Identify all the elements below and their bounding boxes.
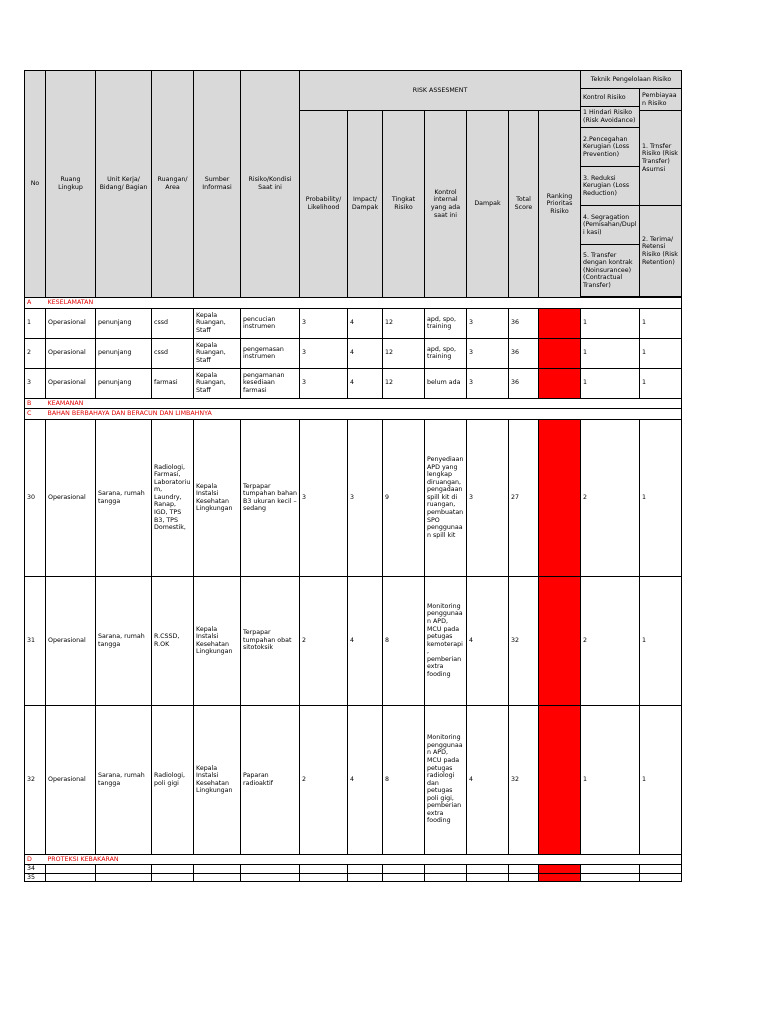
risk-assesment-header: RISK ASSESMENT [300,71,581,111]
col-header-risiko: Risiko/Kondisi Saat ini [241,71,300,298]
cell-probability: 3 [300,308,348,338]
cell-dampak: 4 [467,576,509,705]
cell-kontrol-risiko: 1 [581,308,640,338]
cell-pembiayaan: 1 [640,308,682,338]
cell-kontrol: Monitoring penggunaan APD, MCU pada petugas radiologi dan petugas poli gigi, pemberian extra fooding [425,705,467,854]
table-row [25,308,682,338]
table-row [25,419,682,576]
cell-sumber: Kepala Ruangan, Staff [194,308,241,338]
cell-unit: penunjang [96,308,152,338]
cell-kontrol-risiko: 1 [581,705,640,854]
pembiayaan-risiko-option-1: 1. Trnsfer Risiko (Risk Transfer) Asurnsi [640,111,682,206]
cell-empty [509,865,539,874]
col-header-impact: Impact/ Dampak [348,111,383,298]
pembiayaan-risiko-header: Pembiayaan Risiko [640,89,682,111]
cell-ranking-red [539,308,581,338]
cell-unit: Sarana, rumah tangga [96,576,152,705]
col-header-sumber-informasi: Sumber Informasi [194,71,241,298]
col-header-dampak: Dampak [467,111,509,298]
cell-empty [152,865,194,874]
cell-empty [46,873,96,882]
cell-lingkup: Operasional [46,308,96,338]
cell-no: 34 [25,865,46,874]
col-header-kontrol-internal: Kontrol internal yang ada saat ini [425,111,467,298]
cell-sumber: Kepala Ruangan, Staff [194,368,241,398]
cell-empty [581,865,640,874]
cell-ruangan: cssd [152,308,194,338]
cell-empty [467,865,509,874]
cell-probability: 3 [300,419,348,576]
cell-ranking-red [539,576,581,705]
section-title: KESELAMATAN [46,298,682,309]
cell-kontrol: Penyediaan APD yang lengkap diruangan, pengadaan spill kit di ruangan, pembuatan SPO penggunaan spill kit [425,419,467,576]
cell-risiko: Paparan radioaktif [241,705,300,854]
cell-empty [425,873,467,882]
cell-empty [640,873,682,882]
cell-sumber: Kepala Instalsi Kesehatan Lingkungan [194,576,241,705]
cell-tingkat: 8 [383,576,425,705]
cell-dampak: 3 [467,308,509,338]
table-row [25,865,682,874]
cell-ranking-red [539,368,581,398]
cell-impact: 4 [348,576,383,705]
cell-ruangan: Radiologi, Farmasi, Laboratoriu m, Laundry, Ranap, IGD, TPS B3, TPS Domestik, [152,419,194,576]
section-row-b [25,398,682,409]
cell-lingkup: Operasional [46,705,96,854]
cell-impact: 4 [348,705,383,854]
cell-tingkat: 12 [383,308,425,338]
cell-empty [96,865,152,874]
pembiayaan-risiko-option-2: 2. Terima/ Retensi Risiko (Risk Retention) [640,206,682,297]
cell-empty [348,865,383,874]
cell-no: 1 [25,308,46,338]
cell-impact: 3 [348,419,383,576]
kontrol-risiko-option-2: 2.Pencegahan Kerugian (Loss Prevention) [581,128,640,167]
risk-register-table [24,70,682,882]
table-row [25,338,682,368]
cell-dampak: 3 [467,419,509,576]
cell-empty [383,865,425,874]
cell-empty [152,873,194,882]
cell-ranking-red [539,338,581,368]
cell-sumber: Kepala Ruangan, Staff [194,338,241,368]
col-header-ruang-lingkup: Ruang Lingkup [46,71,96,298]
cell-lingkup: Operasional [46,576,96,705]
cell-unit: Sarana, rumah tangga [96,419,152,576]
cell-no: 2 [25,338,46,368]
col-header-ruangan: Ruangan/ Area [152,71,194,298]
cell-empty [300,865,348,874]
section-title: BAHAN BERBAHAYA DAN BERACUN DAN LIMBAHNYA [46,409,682,420]
cell-empty [581,873,640,882]
section-row-d [25,854,682,865]
cell-ranking-red [539,705,581,854]
section-letter: A [25,298,46,309]
cell-total: 36 [509,368,539,398]
col-header-ranking: Ranking Prioritas Risiko [539,111,581,298]
cell-dampak: 3 [467,368,509,398]
kontrol-risiko-option-3: 3. Reduksi Kerugian (Loss Reduction) [581,167,640,206]
cell-total: 32 [509,705,539,854]
cell-ruangan: cssd [152,338,194,368]
cell-unit: Sarana, rumah tangga [96,705,152,854]
cell-tingkat: 12 [383,368,425,398]
cell-pembiayaan: 1 [640,419,682,576]
table-row [25,368,682,398]
cell-kontrol-risiko: 2 [581,576,640,705]
cell-probability: 3 [300,368,348,398]
cell-risiko: Terpapar tumpahan bahan B3 ukuran kecil – sedang [241,419,300,576]
cell-total: 27 [509,419,539,576]
cell-empty [467,873,509,882]
cell-no: 30 [25,419,46,576]
cell-empty [300,873,348,882]
kontrol-risiko-option-1: 1 Hindari Risiko (Risk Avoidance) [581,107,640,128]
cell-lingkup: Operasional [46,419,96,576]
cell-pembiayaan: 1 [640,338,682,368]
col-header-tingkat-risiko: Tingkat Risiko [383,111,425,298]
cell-ranking-red [539,865,581,874]
kontrol-risiko-option-4: 4. Segragation (Pemisahan/Dupli kasi) [581,206,640,245]
cell-impact: 4 [348,368,383,398]
section-row-c [25,409,682,420]
cell-no: 35 [25,873,46,882]
cell-empty [194,865,241,874]
cell-ranking-red [539,873,581,882]
cell-kontrol-risiko: 1 [581,368,640,398]
kontrol-risiko-option-5: 5. Transfer dengan kontrak (Noinsurancee) (Contractual Transfer) [581,245,640,297]
cell-risiko: pencucian instrumen [241,308,300,338]
teknik-pengelolaan-header: Teknik Pengelolaan Risiko [581,71,682,89]
cell-kontrol-risiko: 2 [581,419,640,576]
cell-kontrol: Monitoring penggunaan APD, MCU pada petugas kemoterapi, pemberian extra fooding [425,576,467,705]
section-letter: C [25,409,46,420]
cell-empty [509,873,539,882]
cell-tingkat: 8 [383,705,425,854]
cell-total: 36 [509,308,539,338]
cell-ruangan: farmasi [152,368,194,398]
cell-probability: 2 [300,705,348,854]
cell-kontrol: belum ada [425,368,467,398]
cell-empty [96,873,152,882]
cell-empty [46,865,96,874]
kontrol-risiko-header: Kontrol Risiko [581,89,640,107]
col-header-no: No [25,71,46,298]
cell-kontrol-risiko: 1 [581,338,640,368]
table-row [25,576,682,705]
cell-dampak: 4 [467,705,509,854]
cell-pembiayaan: 1 [640,576,682,705]
cell-risiko: pengemasan instrumen [241,338,300,368]
cell-no: 31 [25,576,46,705]
cell-dampak: 3 [467,338,509,368]
col-header-unit-kerja: Unit Kerja/ Bidang/ Bagian [96,71,152,298]
section-letter: D [25,854,46,865]
cell-pembiayaan: 1 [640,368,682,398]
cell-ruangan: R.CSSD, R.OK [152,576,194,705]
cell-ruangan: Radiologi, poli gigi [152,705,194,854]
cell-lingkup: Operasional [46,368,96,398]
cell-empty [241,865,300,874]
cell-impact: 4 [348,308,383,338]
cell-no: 3 [25,368,46,398]
cell-total: 36 [509,338,539,368]
cell-tingkat: 12 [383,338,425,368]
cell-empty [383,873,425,882]
cell-probability: 2 [300,576,348,705]
cell-empty [194,873,241,882]
section-letter: B [25,398,46,409]
section-row-a [25,298,682,309]
cell-sumber: Kepala Instalsi Kesehatan Lingkungan [194,705,241,854]
cell-probability: 3 [300,338,348,368]
table-row [25,705,682,854]
cell-risiko: Terpapar tumpahan obat sitotoksik [241,576,300,705]
cell-kontrol: apd, spo, training [425,308,467,338]
cell-tingkat: 9 [383,419,425,576]
section-title: KEAMANAN [46,398,682,409]
col-header-total-score: Total Score [509,111,539,298]
cell-pembiayaan: 1 [640,705,682,854]
col-header-probability: Probability/ Likelihood [300,111,348,298]
cell-no: 32 [25,705,46,854]
cell-empty [348,873,383,882]
cell-kontrol: apd, spo, training [425,338,467,368]
cell-unit: penunjang [96,338,152,368]
cell-sumber: Kepala Instalsi Kesehatan Lingkungan [194,419,241,576]
cell-empty [640,865,682,874]
cell-ranking-red [539,419,581,576]
cell-risiko: pengamanan kesediaan farmasi [241,368,300,398]
cell-lingkup: Operasional [46,338,96,368]
section-title: PROTEKSI KEBAKARAN [46,854,682,865]
cell-unit: penunjang [96,368,152,398]
cell-impact: 4 [348,338,383,368]
cell-empty [241,873,300,882]
cell-empty [425,865,467,874]
table-row [25,873,682,882]
cell-total: 32 [509,576,539,705]
